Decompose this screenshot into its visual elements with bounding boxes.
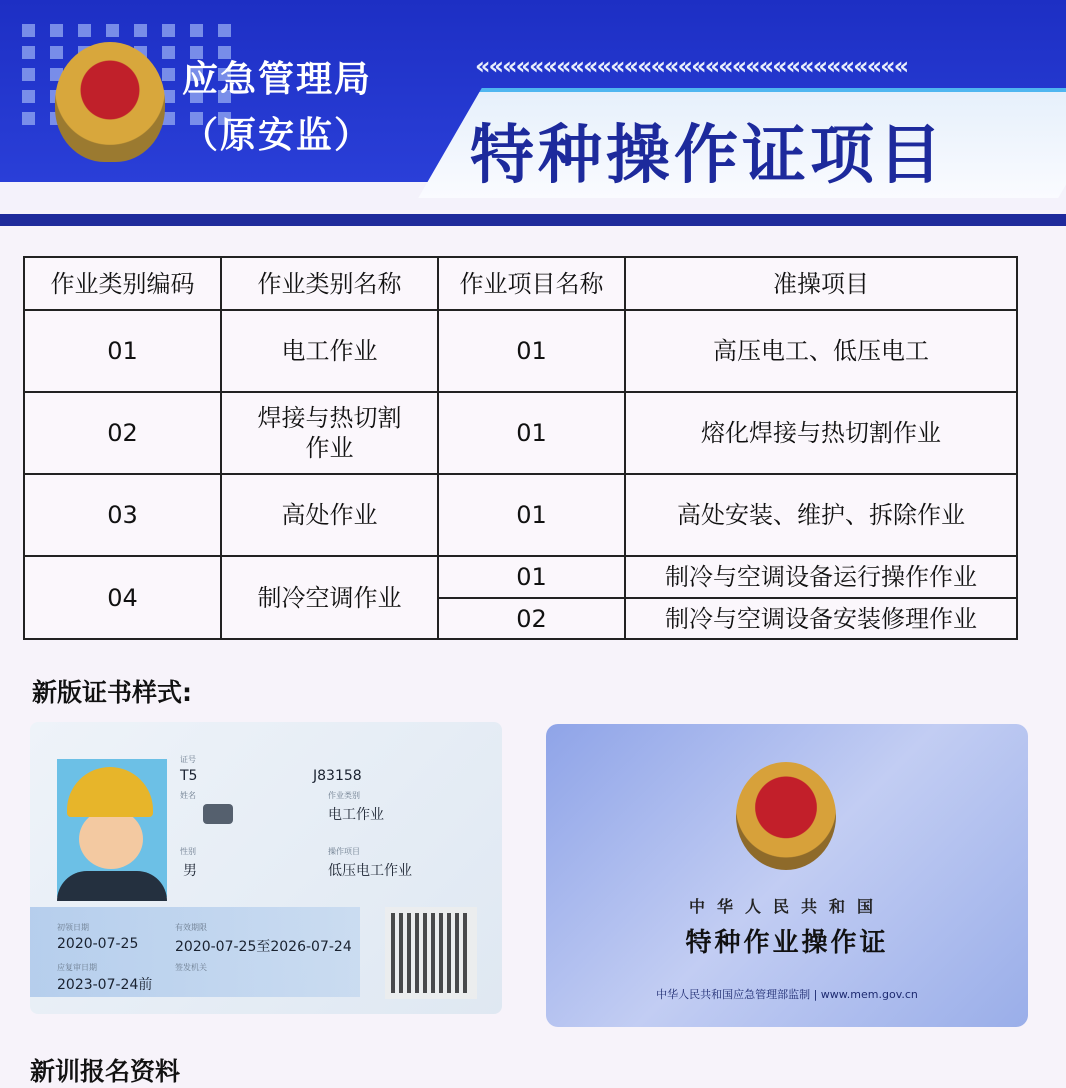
org-line1: 应急管理局	[182, 59, 373, 100]
first-issue-label: 初领日期	[57, 923, 89, 932]
cell-code: 03	[24, 474, 221, 556]
column-header: 作业类别名称	[221, 257, 438, 310]
certificate-back	[546, 724, 1028, 1027]
first-issue-value: 2020-07-25	[57, 936, 139, 952]
page-title: 特种操作证项目	[470, 119, 946, 193]
review-value: 2023-07-24前	[57, 977, 153, 993]
certificate-footer: 中华人民共和国应急管理部监制 | www.mem.gov.cn	[656, 988, 918, 1001]
org-line2: （原安监）	[182, 115, 373, 156]
cell-item-name: 制冷与空调设备运行操作作业	[625, 556, 1017, 598]
divider	[0, 214, 1066, 226]
table-row	[24, 474, 1017, 556]
gender-value: 男	[183, 863, 197, 879]
table-header-row	[24, 257, 1017, 310]
police-emblem-icon	[55, 42, 165, 162]
cell-item-code: 01	[438, 474, 625, 556]
item-label: 操作项目	[328, 847, 360, 856]
valid-label: 有效期限	[175, 923, 207, 932]
gender-label: 性别	[180, 847, 196, 856]
column-header: 准操项目	[625, 257, 1017, 310]
issuer-label: 签发机关	[175, 963, 207, 972]
table-row	[24, 556, 1017, 598]
certificate-front	[30, 722, 502, 1014]
valid-value: 2020-07-25至2026-07-24	[175, 939, 352, 955]
operations-table	[23, 256, 1018, 640]
category-text: 焊接与热切割作业	[257, 404, 402, 462]
name-redacted	[203, 804, 233, 824]
cell-code: 01	[24, 310, 221, 392]
table-row	[24, 392, 1017, 474]
country-name: 中华人民共和国	[688, 897, 885, 916]
cell-item-name: 高处安装、维护、拆除作业	[625, 474, 1017, 556]
next-section-title: 新训报名资料	[30, 1057, 181, 1086]
id-label: 证号	[180, 755, 196, 764]
id-value-end: J83158	[313, 768, 362, 784]
cell-category	[221, 392, 438, 474]
cell-item-code: 01	[438, 310, 625, 392]
cell-category: 高处作业	[221, 474, 438, 556]
cell-item-code: 01	[438, 392, 625, 474]
cell-code: 02	[24, 392, 221, 474]
cell-item-name: 制冷与空调设备安装修理作业	[625, 598, 1017, 639]
column-header: 作业类别编码	[24, 257, 221, 310]
cell-category: 电工作业	[221, 310, 438, 392]
cell-code: 04	[24, 556, 221, 639]
cell-category: 制冷空调作业	[221, 556, 438, 639]
category-value: 电工作业	[328, 807, 384, 823]
avatar	[57, 759, 167, 897]
cell-item-name: 熔化焊接与热切割作业	[625, 392, 1017, 474]
national-emblem-icon	[736, 762, 836, 870]
review-label: 应复审日期	[57, 963, 97, 972]
certificate-title: 特种作业操作证	[685, 928, 889, 958]
column-header: 作业项目名称	[438, 257, 625, 310]
header-banner	[0, 0, 1066, 230]
section-title: 新版证书样式:	[32, 678, 192, 707]
category-label: 作业类别	[328, 791, 360, 800]
table-row	[24, 310, 1017, 392]
qr-code-icon	[385, 907, 477, 999]
chevron-strip-icon: ««««««««««««««««««««««««««««««««	[475, 52, 908, 80]
org-name	[182, 52, 372, 164]
cell-item-code: 02	[438, 598, 625, 639]
item-value: 低压电工作业	[328, 863, 412, 879]
id-value-start: T5	[180, 768, 198, 784]
name-label: 姓名	[180, 791, 196, 800]
cell-item-name: 高压电工、低压电工	[625, 310, 1017, 392]
cell-item-code: 01	[438, 556, 625, 598]
